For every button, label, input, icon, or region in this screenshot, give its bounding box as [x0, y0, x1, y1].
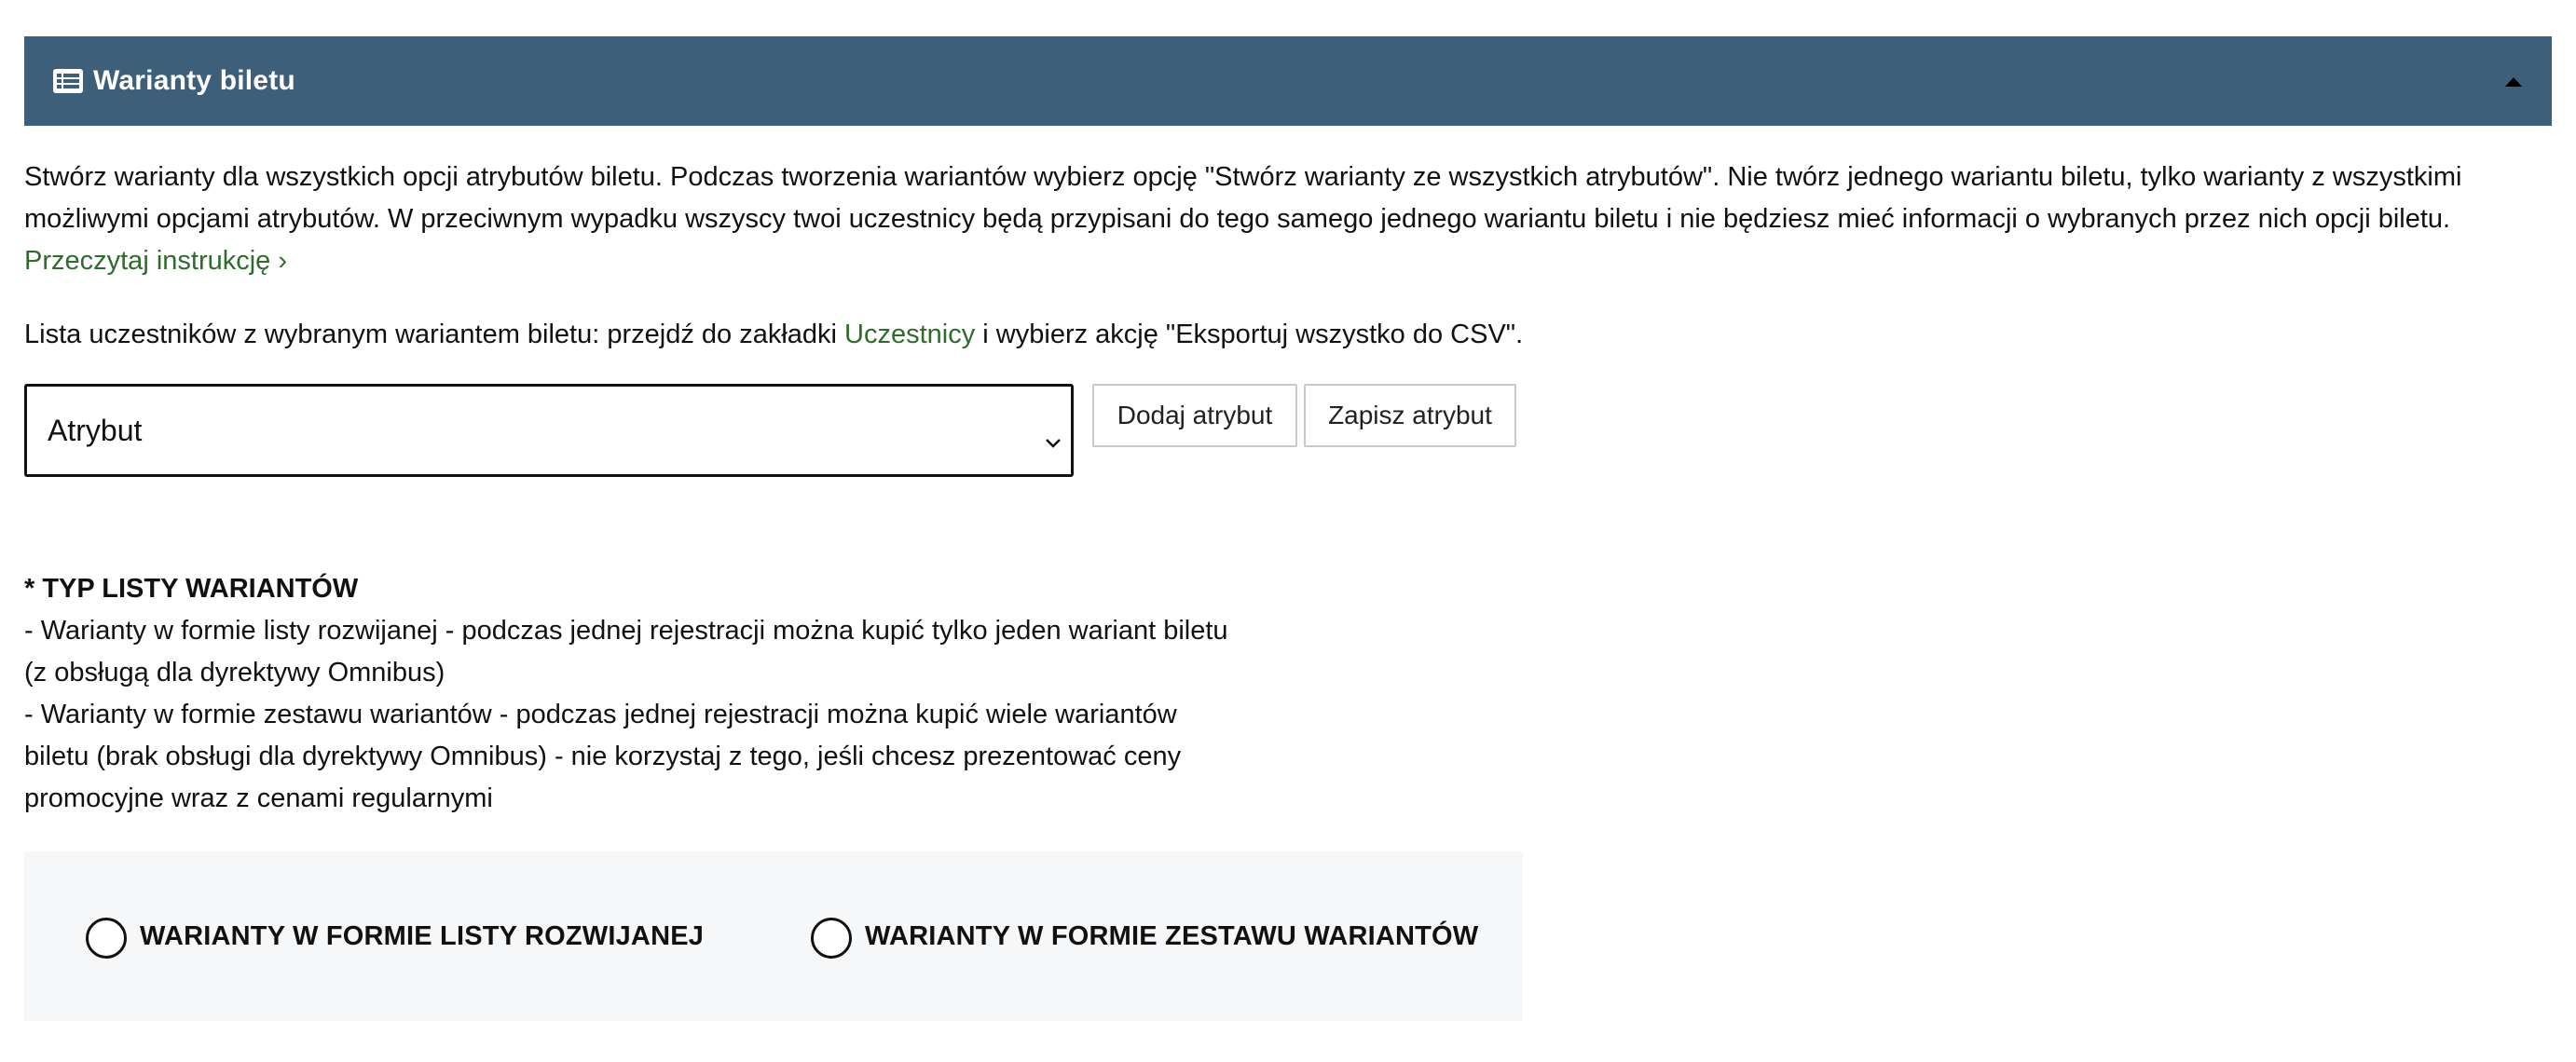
list-icon: [52, 68, 84, 94]
radio-dropdown-variants[interactable]: [86, 851, 704, 1021]
chevron-down-icon: [1043, 424, 1063, 439]
variant-type-line: - Warianty w formie listy rozwijanej - podczas jednej rejestracji można kupić tylko jeden wariant biletu: [24, 616, 1228, 646]
save-attribute-button[interactable]: Zapisz atrybut: [1304, 384, 1516, 447]
participants-link[interactable]: Uczestnicy: [844, 320, 976, 349]
attribute-select[interactable]: [24, 384, 1074, 477]
radio-set-variants[interactable]: [811, 851, 1478, 1021]
panel-title: Warianty biletu: [93, 65, 295, 96]
caret-up-icon[interactable]: [2503, 75, 2524, 88]
variant-type-line: (z obsługą dla dyrektywy Omnibus): [24, 658, 445, 688]
panel-header[interactable]: [24, 36, 2552, 126]
intro-body: Stwórz warianty dla wszystkich opcji atrybutów biletu. Podczas tworzenia wariantów wybierz opcję "Stwórz warianty ze wszystkich atrybutów". Nie twórz jednego wariantu biletu, tylko warianty z wszystkimi możliwymi opcjami atrybutów. W przeciwnym wypadku wszyscy twoi uczestnicy będą przypisani do tego samego jednego wariantu biletu i nie będziesz mieć informacji o wybranych przez nich opcji biletu.: [24, 162, 2462, 234]
attribute-select-value: Atrybut: [48, 413, 143, 447]
variant-type-info: [24, 568, 1348, 820]
variant-type-options: [24, 851, 1523, 1021]
radio-label-dropdown[interactable]: WARIANTY W FORMIE LISTY ROZWIJANEJ: [140, 920, 705, 951]
variant-type-line: - Warianty w formie zestawu wariantów - podczas jednej rejestracji można kupić wiele wariantów: [24, 700, 1177, 729]
participants-hint-after: i wybierz akcję "Eksportuj wszystko do CSV".: [975, 320, 1524, 349]
read-instructions-link[interactable]: Przeczytaj instrukcję ›: [24, 246, 288, 276]
radio-label-set[interactable]: WARIANTY W FORMIE ZESTAWU WARIANTÓW: [865, 920, 1479, 951]
variant-type-line: promocyjne wraz z cenami regularnymi: [24, 783, 493, 813]
variant-type-line: biletu (brak obsługi dla dyrektywy Omnibus) - nie korzystaj z tego, jeśli chcesz prezentować ceny: [24, 742, 1182, 771]
radio-circle[interactable]: [811, 918, 852, 959]
add-attribute-button[interactable]: Dodaj atrybut: [1092, 384, 1297, 447]
intro-text: [24, 157, 2541, 282]
radio-circle[interactable]: [86, 918, 127, 959]
variant-type-title: * TYP LISTY WARIANTÓW: [24, 574, 359, 604]
participants-hint: [24, 314, 2541, 356]
participants-hint-before: Lista uczestników z wybranym wariantem biletu: przejdź do zakładki: [24, 320, 845, 349]
